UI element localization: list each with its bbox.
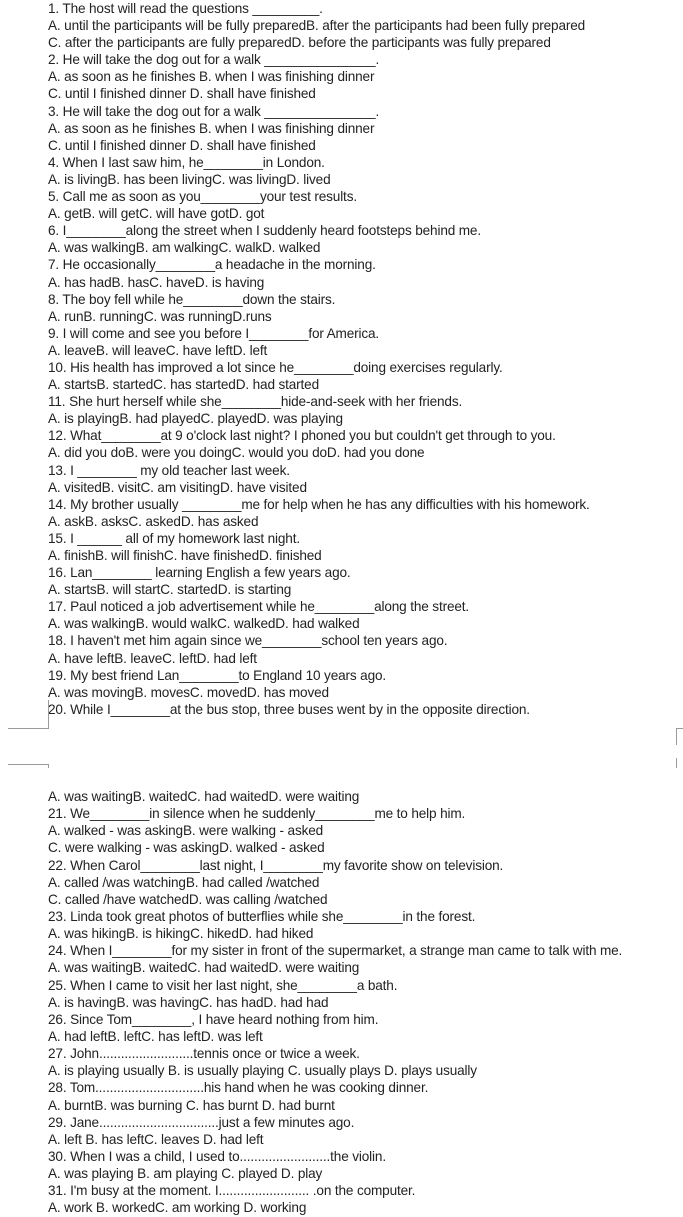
crop-mark-top-right (676, 728, 683, 745)
text-line: 23. Linda took great photos of butterflies while she________in the forest. (48, 908, 476, 924)
text-line: A. is playing usually B. is usually playing C. usually plays D. plays usually (48, 1063, 477, 1079)
text-line: 5. Call me as soon as you________your test results. (48, 189, 357, 205)
text-line: 15. I ______ all of my homework last night. (48, 530, 300, 546)
text-line: A. startsB. startedC. has startedD. had started (48, 377, 319, 393)
text-line: 20. While I________at the bus stop, three buses went by in the opposite direction. (48, 701, 530, 717)
text-line: A. was playing B. am playing C. played D. play (48, 1166, 323, 1182)
text-line: 9. I will come and see you before I________for America. (48, 325, 380, 341)
text-line: A. was walkingB. would walkC. walkedD. had walked (48, 616, 360, 632)
text-line: 16. Lan________ learning English a few years ago. (48, 565, 351, 581)
text-line: 26. Since Tom________, I have heard nothing from him. (48, 1011, 379, 1027)
text-line: A. did you doB. were you doingC. would you doD. had you done (48, 445, 425, 461)
text-line: 21. We________in silence when he suddenly________me to help him. (48, 806, 466, 822)
text-line: A. is playingB. had playedC. playedD. was playing (48, 411, 343, 427)
text-line: 18. I haven't met him again since we________school ten years ago. (48, 633, 448, 649)
text-line: 3. He will take the dog out for a walk _______________. (48, 103, 380, 119)
text-line: 10. His health has improved a lot since he________doing exercises regularly. (48, 359, 503, 375)
text-line: A. until the participants will be fully preparedB. after the participants had been fully prepared (48, 18, 586, 34)
text-line: 12. What________at 9 o'clock last night? I phoned you but couldn't get through to you. (48, 428, 556, 444)
text-line: A. burntB. was burning C. has burnt D. had burnt (48, 1097, 335, 1113)
text-line: A. visitedB. visitC. am visitingD. have visited (48, 479, 307, 495)
text-line: A. startsB. will startC. startedD. is starting (48, 582, 292, 598)
text-line: A. is livingB. has been livingC. was livingD. lived (48, 171, 331, 187)
text-line: 8. The boy fell while he________down the stairs. (48, 291, 336, 307)
text-line: 19. My best friend Lan________to England 10 years ago. (48, 667, 387, 683)
crop-mark-top-left (8, 700, 49, 729)
text-line: A. left B. has leftC. leaves D. had left (48, 1131, 264, 1147)
text-line: C. after the participants are fully preparedD. before the participants was fully prepared (48, 35, 551, 51)
text-line: A. walked - was askingB. were walking - asked (48, 823, 324, 839)
text-line: A. askB. asksC. askedD. has asked (48, 513, 259, 529)
text-line: A. was hikingB. is hikingC. hikedD. had hiked (48, 926, 314, 942)
text-line: 7. He occasionally________a headache in the morning. (48, 257, 376, 273)
text-line: 2. He will take the dog out for a walk _______________. (48, 52, 380, 68)
text-line: C. until I finished dinner D. shall have finished (48, 137, 316, 153)
text-line: A. is havingB. was havingC. has hadD. had had (48, 994, 329, 1010)
page-1-text (48, 0, 590, 718)
text-line: 13. I ________ my old teacher last week. (48, 462, 290, 478)
text-line: 31. I'm busy at the moment. I......................... .on the computer. (48, 1183, 416, 1199)
text-line: 4. When I last saw him, he________in London. (48, 154, 325, 170)
text-line: 11. She hurt herself while she________hide-and-seek with her friends. (48, 394, 463, 410)
text-line: A. as soon as he finishes B. when I was finishing dinner (48, 120, 375, 136)
text-line: 17. Paul noticed a job advertisement while he________along the street. (48, 599, 470, 615)
text-line: A. finishB. will finishC. have finishedD. finished (48, 548, 322, 563)
text-line: A. leaveB. will leaveC. have leftD. left (48, 342, 268, 358)
text-line: 24. When I________for my sister in front of the supermarket, a strange man came to talk with me. (48, 943, 623, 959)
text-line: C. were walking - was askingD. walked - asked (48, 840, 325, 856)
text-line: 25. When I came to visit her last night, she________a bath. (48, 977, 398, 993)
text-line: 1. The host will read the questions _________. (48, 1, 323, 16)
text-line: C. called /have watchedD. was calling /watched (48, 891, 328, 907)
text-line: 6. I________along the street when I suddenly heard footsteps behind me. (48, 223, 481, 239)
text-line: A. have leftB. leaveC. leftD. had left (48, 650, 257, 666)
text-line: 22. When Carol________last night, I________my favorite show on television. (48, 857, 504, 873)
text-line: A. work B. workedC. am working D. working (48, 1200, 307, 1216)
text-line: C. until I finished dinner D. shall have finished (48, 86, 316, 102)
text-line: A. was waitingB. waitedC. had waitedD. were waiting (48, 789, 360, 804)
text-line: 14. My brother usually ________me for help when he has any difficulties with his homework. (48, 496, 590, 512)
text-line: 28. Tom..............................his hand when he was cooking dinner. (48, 1080, 429, 1096)
text-line: A. as soon as he finishes B. when I was finishing dinner (48, 69, 375, 85)
text-line: 29. Jane.................................just a few minutes ago. (48, 1114, 355, 1130)
text-line: A. runB. runningC. was runningD.runs (48, 308, 272, 324)
document-page-2 (0, 768, 683, 1216)
text-line: A. has hadB. hasC. haveD. is having (48, 274, 265, 290)
text-line: 27. John..........................tennis once or twice a week. (48, 1046, 360, 1062)
text-line: 30. When I was a child, I used to.........................the violin. (48, 1148, 386, 1164)
text-line: A. had leftB. leftC. has leftD. was left (48, 1028, 263, 1044)
page-2-text (48, 788, 622, 1217)
page-gap (0, 728, 683, 768)
text-line: A. was movingB. movesC. movedD. has moved (48, 684, 329, 700)
text-line: A. called /was watchingB. had called /watched (48, 874, 320, 890)
text-line: A. getB. will getC. will have gotD. got (48, 206, 265, 222)
text-line: A. was walkingB. am walkingC. walkD. walked (48, 240, 321, 256)
text-line: A. was waitingB. waitedC. had waitedD. were waiting (48, 960, 360, 976)
